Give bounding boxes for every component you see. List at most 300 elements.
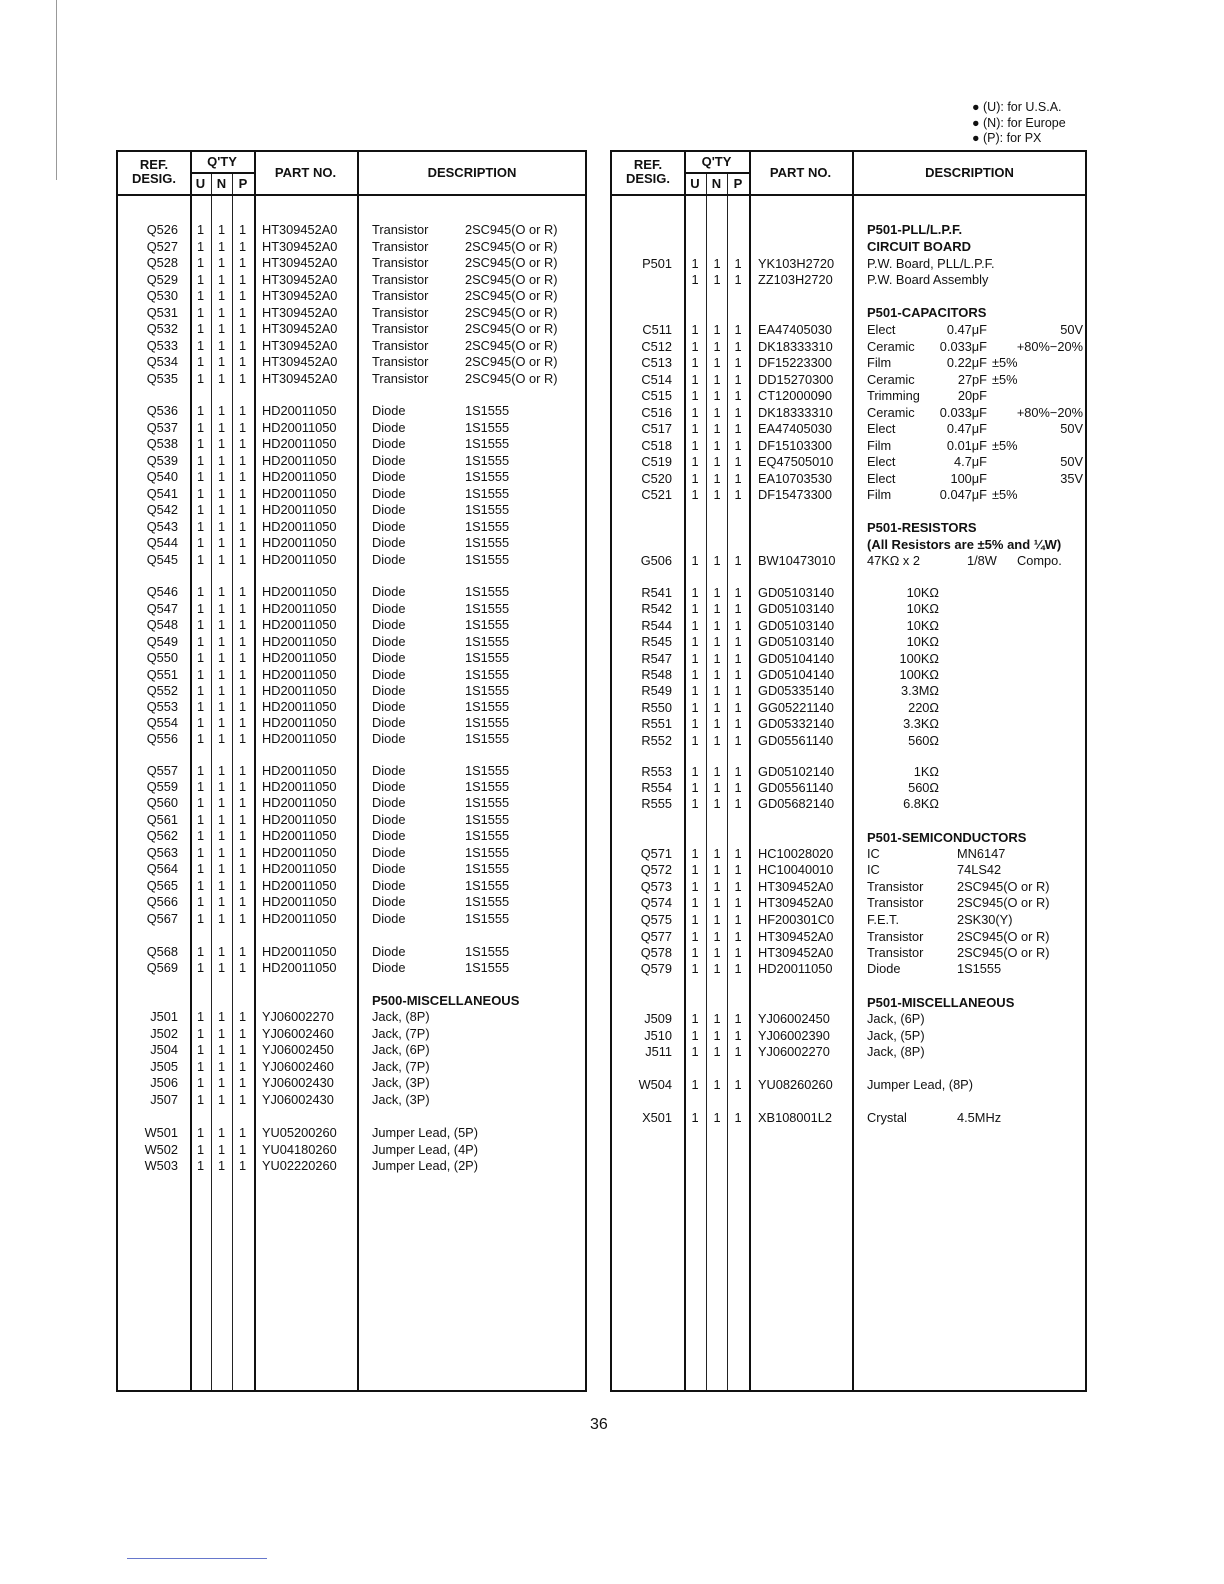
- part-number: HD20011050: [262, 453, 337, 468]
- part-number: HT309452A0: [262, 288, 338, 303]
- qty-u: 1: [196, 371, 205, 386]
- description-type: Diode: [372, 453, 406, 468]
- qty-p: 1: [238, 354, 247, 369]
- description-extra: ±5%: [992, 355, 1018, 370]
- qty-p: 1: [734, 355, 742, 370]
- legend-usa: ● (U): for U.S.A.: [972, 100, 1062, 114]
- description-value: 1S1555: [465, 845, 510, 860]
- ref-designator: R549: [641, 683, 672, 698]
- description-value: 10KΩ: [906, 634, 939, 649]
- qty-u: 1: [691, 618, 699, 633]
- qty-u: 1: [196, 305, 205, 320]
- qty-u: 1: [196, 469, 205, 484]
- qty-p: 1: [238, 763, 247, 778]
- ref-designator: J501: [150, 1009, 178, 1024]
- table-row: [612, 961, 1085, 977]
- qty-p: 1: [734, 487, 742, 502]
- description-value: 3.3MΩ: [900, 683, 939, 698]
- qty-u: 1: [691, 1044, 699, 1059]
- qty-p: 1: [238, 338, 247, 353]
- qty-n: 1: [217, 795, 226, 810]
- description-type: Diode: [372, 812, 406, 827]
- part-number: HD20011050: [262, 845, 337, 860]
- part-number: GD05104140: [758, 667, 835, 682]
- description-value: 1S1555: [465, 601, 510, 616]
- description-type: Diode: [372, 519, 406, 534]
- description-type: Transistor: [372, 354, 429, 369]
- table-row: [118, 222, 585, 238]
- qty-p: 1: [238, 878, 247, 893]
- description-value: 4.5MHz: [957, 1110, 1002, 1125]
- qty-u: 1: [691, 700, 699, 715]
- qty-n: 1: [217, 731, 226, 746]
- table-row: [118, 321, 585, 337]
- ref-designator: Q562: [146, 828, 178, 843]
- ref-designator: C514: [641, 372, 672, 387]
- part-number: YJ06002460: [262, 1059, 334, 1074]
- ref-designator: Q536: [146, 403, 178, 418]
- ref-designator: Q548: [146, 617, 178, 632]
- qty-u: 1: [691, 322, 699, 337]
- description-extra: +80%−20%: [1016, 405, 1083, 420]
- table-row: [118, 779, 585, 795]
- description-value: 1S1555: [465, 453, 510, 468]
- table-row: [118, 255, 585, 271]
- description-type: Diode: [372, 502, 406, 517]
- part-number: GD05103140: [758, 634, 835, 649]
- section-heading-row: [612, 537, 1085, 553]
- ref-designator: J506: [150, 1075, 178, 1090]
- table-row: [118, 453, 585, 469]
- qty-n: 1: [217, 601, 226, 616]
- description-value: 1S1555: [465, 634, 510, 649]
- header-part-no: PART NO.: [769, 165, 832, 180]
- part-number: HD20011050: [262, 812, 337, 827]
- description-value: MN6147: [957, 846, 1006, 861]
- table-row: [612, 764, 1085, 780]
- description-type: Ceramic: [867, 405, 915, 420]
- part-number: HD20011050: [262, 469, 337, 484]
- ref-designator: Q552: [146, 683, 178, 698]
- part-number: HT309452A0: [262, 354, 338, 369]
- ref-designator: C512: [641, 339, 672, 354]
- description-value: 1S1555: [465, 502, 510, 517]
- table-row: [612, 634, 1085, 650]
- qty-p: 1: [238, 944, 247, 959]
- part-number: HD20011050: [262, 486, 337, 501]
- part-number: GD05102140: [758, 764, 835, 779]
- table-row: [118, 519, 585, 535]
- qty-n: 1: [217, 255, 226, 270]
- ref-designator: Q575: [640, 912, 672, 927]
- description-type: Transistor: [372, 371, 429, 386]
- ref-designator: Q544: [146, 535, 178, 550]
- qty-p: 1: [734, 764, 742, 779]
- qty-u: 1: [196, 288, 205, 303]
- description-value: 1S1555: [465, 519, 510, 534]
- part-number: ZZ103H2720: [758, 272, 833, 287]
- qty-p: 1: [734, 895, 742, 910]
- region-legend: [972, 100, 1066, 147]
- qty-u: 1: [196, 1092, 205, 1107]
- qty-n: 1: [713, 895, 721, 910]
- part-number: HD20011050: [262, 601, 337, 616]
- qty-n: 1: [217, 338, 226, 353]
- table-row: [612, 862, 1085, 878]
- table-row: [612, 700, 1085, 716]
- part-number: HT309452A0: [758, 945, 834, 960]
- qty-n: 1: [217, 667, 226, 682]
- description-type: Diode: [372, 469, 406, 484]
- table-row: [118, 1009, 585, 1025]
- table-row: [612, 683, 1085, 699]
- part-number: YJ06002450: [758, 1011, 830, 1026]
- description-type: Diode: [372, 779, 406, 794]
- ref-designator: R544: [641, 618, 672, 633]
- qty-u: 1: [691, 438, 699, 453]
- description-value: 10KΩ: [906, 585, 939, 600]
- part-number: YJ06002450: [262, 1042, 334, 1057]
- qty-p: 1: [238, 1092, 247, 1107]
- description-value: 3.3KΩ: [903, 716, 939, 731]
- description-type: Diode: [372, 795, 406, 810]
- description-value: 0.01μF: [946, 438, 987, 453]
- qty-p: 1: [238, 305, 247, 320]
- table-row: [612, 879, 1085, 895]
- description-type: Transistor: [372, 239, 429, 254]
- table-row: [612, 405, 1085, 421]
- table-row: [118, 239, 585, 255]
- part-number: HD20011050: [262, 731, 337, 746]
- part-number: HD20011050: [262, 828, 337, 843]
- description-value: 100KΩ: [899, 667, 939, 682]
- description-type: Film: [867, 487, 892, 502]
- qty-u: 1: [691, 846, 699, 861]
- table-row: [118, 371, 585, 387]
- ref-designator: C515: [641, 388, 672, 403]
- description-value: 1S1555: [465, 731, 510, 746]
- qty-n: 1: [713, 716, 721, 731]
- description-value: 100μF: [950, 471, 987, 486]
- ref-designator: J511: [645, 1044, 672, 1059]
- table-row: [118, 667, 585, 683]
- ref-designator: Q572: [640, 862, 672, 877]
- qty-p: 1: [734, 256, 742, 271]
- qty-n: 1: [217, 699, 226, 714]
- qty-p: 1: [734, 780, 742, 795]
- qty-u: 1: [691, 471, 699, 486]
- table-row: [118, 683, 585, 699]
- description-value: 220Ω: [908, 700, 939, 715]
- qty-p: 1: [734, 388, 742, 403]
- qty-u: 1: [691, 405, 699, 420]
- description-type: F.E.T.: [867, 912, 899, 927]
- description-value: 1S1555: [465, 486, 510, 501]
- description-type: Transistor: [867, 929, 924, 944]
- qty-u: 1: [196, 617, 205, 632]
- table-row: [118, 469, 585, 485]
- ref-designator: Q577: [640, 929, 672, 944]
- qty-u: 1: [691, 733, 699, 748]
- description-type: Diode: [372, 894, 406, 909]
- table-row: [118, 584, 585, 600]
- qty-n: 1: [713, 322, 721, 337]
- table-row: [118, 650, 585, 666]
- description-type: Transistor: [372, 272, 429, 287]
- description-type: Jack, (6P): [867, 1011, 925, 1026]
- table-row: [612, 929, 1085, 945]
- table-row: [612, 454, 1085, 470]
- description-extra: 50V: [1060, 421, 1083, 436]
- table-row: [612, 912, 1085, 928]
- qty-p: 1: [238, 861, 247, 876]
- ref-designator: Q571: [640, 846, 672, 861]
- header-u: U: [690, 176, 700, 191]
- ref-designator: Q537: [146, 420, 178, 435]
- part-number: GG05221140: [758, 700, 834, 715]
- part-number: GD05561140: [758, 780, 834, 795]
- part-number: GD05335140: [758, 683, 835, 698]
- ref-designator: R553: [641, 764, 672, 779]
- qty-n: 1: [713, 683, 721, 698]
- part-number: XB108001L2: [758, 1110, 833, 1125]
- description-value: 2SC945(O or R): [465, 305, 558, 320]
- table-row: [118, 420, 585, 436]
- qty-u: 1: [691, 1028, 699, 1043]
- description-type: Elect: [867, 322, 896, 337]
- qty-p: 1: [734, 339, 742, 354]
- part-number: HD20011050: [262, 650, 337, 665]
- qty-u: 1: [196, 699, 205, 714]
- qty-u: 1: [691, 961, 699, 976]
- qty-n: 1: [217, 222, 226, 237]
- qty-n: 1: [217, 845, 226, 860]
- qty-p: 1: [238, 1075, 247, 1090]
- qty-n: 1: [713, 912, 721, 927]
- description-value: 1S1555: [465, 552, 510, 567]
- table-row: [612, 553, 1085, 569]
- ref-designator: R551: [641, 716, 672, 731]
- ref-designator: Q565: [146, 878, 178, 893]
- ref-designator: R541: [641, 585, 672, 600]
- description-value: 1S1555: [465, 944, 510, 959]
- ref-designator: Q526: [146, 222, 178, 237]
- qty-u: 1: [196, 861, 205, 876]
- qty-n: 1: [713, 471, 721, 486]
- qty-p: 1: [734, 372, 742, 387]
- description-value: 100KΩ: [899, 651, 939, 666]
- qty-u: 1: [691, 1110, 699, 1125]
- qty-u: 1: [691, 895, 699, 910]
- qty-n: 1: [217, 1158, 226, 1173]
- qty-p: 1: [734, 879, 742, 894]
- qty-n: 1: [713, 961, 721, 976]
- part-number: DF15223300: [758, 355, 832, 370]
- qty-p: 1: [238, 845, 247, 860]
- qty-p: 1: [734, 912, 742, 927]
- part-number: YU05200260: [262, 1125, 337, 1140]
- qty-n: 1: [217, 1059, 226, 1074]
- description-type: P.W. Board Assembly: [867, 272, 989, 287]
- table-row: [118, 960, 585, 976]
- qty-p: 1: [238, 699, 247, 714]
- qty-p: 1: [238, 420, 247, 435]
- part-number: GD05682140: [758, 796, 835, 811]
- part-number: HD20011050: [262, 502, 337, 517]
- description-value: 1KΩ: [913, 764, 939, 779]
- ref-designator: Q567: [146, 911, 178, 926]
- ref-designator: G506: [640, 553, 672, 568]
- qty-p: 1: [238, 535, 247, 550]
- qty-p: 1: [238, 288, 247, 303]
- description-type: Transistor: [372, 255, 429, 270]
- qty-u: 1: [196, 486, 205, 501]
- table-row: [612, 339, 1085, 355]
- ref-designator: R548: [641, 667, 672, 682]
- table-row: [118, 1092, 585, 1108]
- description-value: 10KΩ: [906, 601, 939, 616]
- description-value: 1S1555: [465, 911, 510, 926]
- ref-designator: Q556: [146, 731, 178, 746]
- ref-designator: W502: [144, 1142, 178, 1157]
- qty-n: 1: [217, 1142, 226, 1157]
- table-row: [612, 372, 1085, 388]
- qty-u: 1: [691, 667, 699, 682]
- ref-designator: Q559: [146, 779, 178, 794]
- parts-table-left: [116, 150, 587, 1392]
- qty-p: 1: [238, 1009, 247, 1024]
- description-type: IC: [867, 846, 880, 861]
- part-number: HT309452A0: [758, 895, 834, 910]
- ref-designator: Q547: [146, 601, 178, 616]
- qty-p: 1: [734, 1110, 742, 1125]
- table-row: [118, 812, 585, 828]
- qty-u: 1: [196, 911, 205, 926]
- qty-p: 1: [238, 255, 247, 270]
- part-number: HD20011050: [262, 535, 337, 550]
- ref-designator: Q573: [640, 879, 672, 894]
- description-type: Jack, (3P): [372, 1075, 430, 1090]
- ref-designator: C518: [641, 438, 672, 453]
- description-type: Jumper Lead, (4P): [372, 1142, 478, 1157]
- section-heading-row: [612, 995, 1085, 1011]
- description-value: 2SC945(O or R): [465, 288, 558, 303]
- part-number: HT309452A0: [758, 929, 834, 944]
- qty-n: 1: [713, 945, 721, 960]
- qty-u: 1: [691, 683, 699, 698]
- part-number: HD20011050: [262, 795, 337, 810]
- qty-u: 1: [691, 929, 699, 944]
- description-value: 1S1555: [465, 861, 510, 876]
- description-value: 0.033μF: [939, 339, 987, 354]
- qty-u: 1: [196, 650, 205, 665]
- part-number: GD05103140: [758, 618, 835, 633]
- part-number: HD20011050: [262, 420, 337, 435]
- qty-n: 1: [713, 256, 721, 271]
- qty-n: 1: [217, 502, 226, 517]
- qty-n: 1: [217, 1009, 226, 1024]
- qty-u: 1: [691, 487, 699, 502]
- qty-u: 1: [196, 453, 205, 468]
- table-row: [118, 403, 585, 419]
- table-row: [118, 1158, 585, 1174]
- table-row: [612, 1077, 1085, 1093]
- qty-u: 1: [196, 779, 205, 794]
- table-row: [118, 436, 585, 452]
- ref-designator: W501: [144, 1125, 178, 1140]
- description-type: Jack, (7P): [372, 1059, 430, 1074]
- qty-u: 1: [196, 1125, 205, 1140]
- qty-p: 1: [238, 650, 247, 665]
- description-type: Transistor: [867, 895, 924, 910]
- ref-designator: Q532: [146, 321, 178, 336]
- qty-n: 1: [217, 288, 226, 303]
- table-row: [612, 355, 1085, 371]
- qty-n: 1: [217, 1092, 226, 1107]
- ref-designator: R554: [641, 780, 672, 795]
- qty-u: 1: [196, 878, 205, 893]
- description-type: Diode: [372, 403, 406, 418]
- description-value: 10KΩ: [906, 618, 939, 633]
- ref-designator: Q527: [146, 239, 178, 254]
- qty-u: 1: [196, 763, 205, 778]
- qty-p: 1: [734, 585, 742, 600]
- legend-europe: ● (N): for Europe: [972, 115, 1066, 130]
- qty-n: 1: [713, 438, 721, 453]
- header-description: DESCRIPTION: [925, 165, 1014, 180]
- description-value: 2SC945(O or R): [465, 272, 558, 287]
- qty-n: 1: [713, 272, 721, 287]
- table-row: [118, 288, 585, 304]
- ref-designator: Q539: [146, 453, 178, 468]
- part-number: HT309452A0: [262, 272, 338, 287]
- description-value: 0.033μF: [939, 405, 987, 420]
- qty-p: 1: [734, 553, 742, 568]
- description-value: 2SC945(O or R): [465, 255, 558, 270]
- description-type: Diode: [372, 911, 406, 926]
- ref-designator: W504: [638, 1077, 672, 1092]
- qty-n: 1: [217, 436, 226, 451]
- description-type: Transistor: [372, 288, 429, 303]
- qty-p: 1: [238, 436, 247, 451]
- part-number: DK18333310: [758, 339, 833, 354]
- qty-n: 1: [217, 519, 226, 534]
- qty-u: 1: [196, 894, 205, 909]
- part-number: HD20011050: [262, 763, 337, 778]
- part-number: YJ06002390: [758, 1028, 830, 1043]
- description-value: 2SC945(O or R): [957, 879, 1050, 894]
- description-type: Jack, (5P): [867, 1028, 925, 1043]
- section-heading-row: [118, 993, 585, 1009]
- table-row: [612, 471, 1085, 487]
- ref-designator: P501: [642, 256, 672, 271]
- description-type: Diode: [372, 420, 406, 435]
- description-value: 1S1555: [465, 420, 510, 435]
- qty-n: 1: [713, 634, 721, 649]
- table-row: [118, 699, 585, 715]
- qty-n: 1: [713, 388, 721, 403]
- qty-u: 1: [196, 1158, 205, 1173]
- qty-u: 1: [196, 634, 205, 649]
- qty-p: 1: [238, 552, 247, 567]
- qty-n: 1: [217, 371, 226, 386]
- section-title: (All Resistors are ±5% and ¼W): [867, 537, 1062, 552]
- description-type: Diode: [372, 960, 406, 975]
- ref-designator: Q549: [146, 634, 178, 649]
- description-type: Diode: [372, 731, 406, 746]
- table-row: [612, 895, 1085, 911]
- description-value: 1S1555: [465, 779, 510, 794]
